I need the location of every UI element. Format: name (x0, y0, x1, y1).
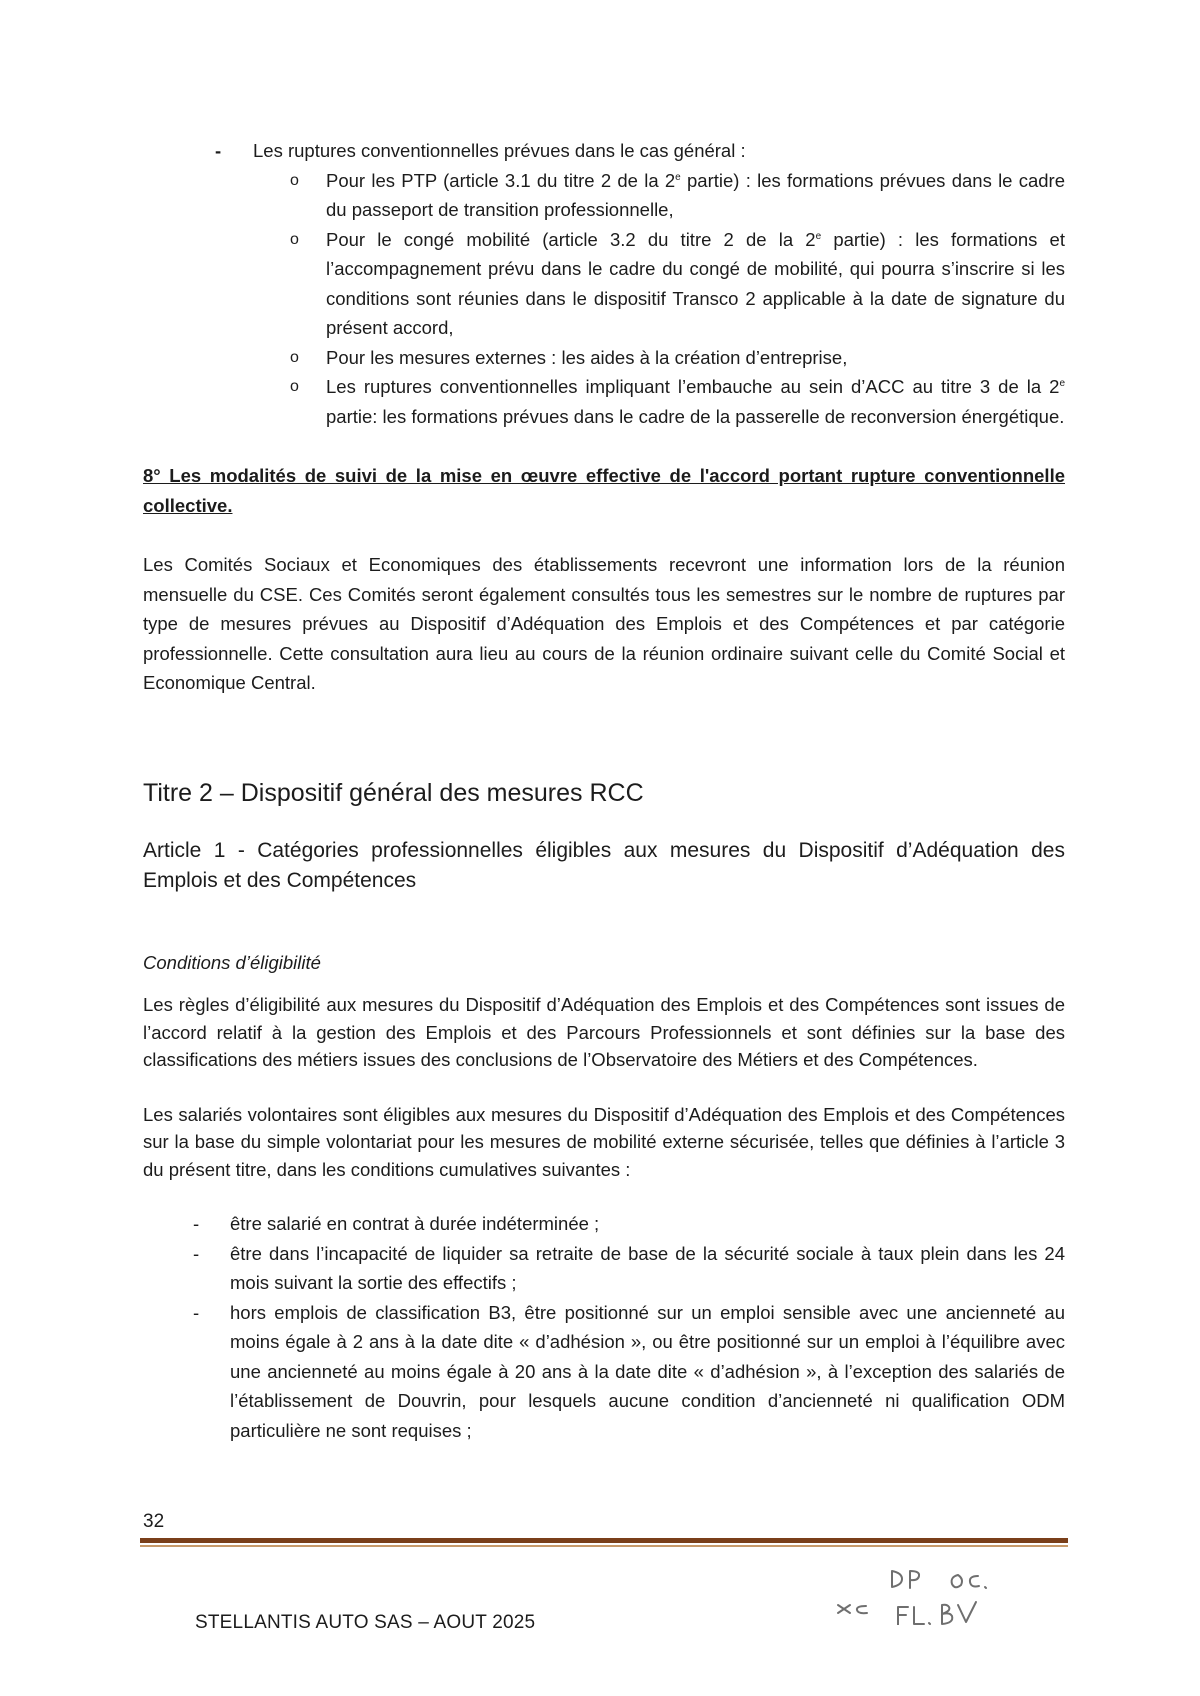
list-item-text: hors emplois de classification B3, être positionné sur un emploi sensible avec une ancienneté au moins égale à 2 ans à la date dite « d’adhésion », ou être positionné sur un emploi à l’équilibre avec une ancienneté au moins égale à 20 ans à la date dite « d’adhésion », à l’exception des salariés de l’établissement de Douvrin, pour lesquels aucune condition d’ancienneté ni qualification ODM particulière ne sont requises ; (230, 1301, 1065, 1441)
page-number: 32 (143, 1511, 165, 1532)
list-item (143, 1298, 1065, 1446)
list-item (143, 1239, 1065, 1298)
conditions-paragraph-1: Les règles d’éligibilité aux mesures du Dispositif d’Adéquation des Emplois et des Compétences sont issues de l’accord relatif à la gestion des Emplois et des Parcours Professionnels et sont définies sur la base des classifications des métiers issues des conclusions de l’Observatoire des Métiers et des Compétences. (143, 994, 1065, 1070)
superscript: e (675, 171, 681, 183)
footer-company-date: STELLANTIS AUTO SAS – AOUT 2025 (195, 1612, 536, 1633)
circle-bullet: o (290, 348, 299, 366)
conditions-heading: Conditions d’éligibilité (143, 951, 321, 973)
footer-rule-accent (140, 1545, 1068, 1547)
sub-item-text: Les ruptures conventionnelles impliquant l’embauche au sein d’ACC au titre 3 de la 2 (326, 376, 1060, 397)
circle-bullet: o (290, 378, 299, 395)
sub-item-mesures-externes (143, 343, 1065, 373)
handwritten-initials (830, 1555, 1020, 1625)
circle-bullet: o (290, 230, 299, 248)
sub-item-conge-mobilite (143, 225, 1065, 343)
conditions-list (143, 1209, 1065, 1445)
sub-item-text-rest: partie) : les formations et l’accompagnement prévu dans le cadre du congé de mobilité, qui pourra s’inscrire si les conditions sont réunies dans le dispositif Transco 2 applicable à la date de signature du présent accord, (326, 228, 1065, 338)
dash-bullet: - (193, 1213, 200, 1234)
footer-rule (140, 1538, 1068, 1543)
sub-item-ptp (143, 166, 1065, 225)
sub-item-text: Pour les PTP (article 3.1 du titre 2 de la 2 (326, 169, 676, 191)
superscript: e (1059, 377, 1065, 389)
page-body (143, 136, 1065, 1445)
section8-paragraph: Les Comités Sociaux et Economiques des établissements recevront une information lors de la réunion mensuelle du CSE. Ces Comités seront également consultés tous les semestres sur le nombre de ruptures par type de mesures prévues au Dispositif d’Adéquation des Emplois et des Compétences et par catégorie professionnelle. Cette consultation aura lieu au cours de la réunion ordinaire suivant celle du Comité Social et Economique Central. (143, 554, 1065, 693)
sub-item-text: Pour les mesures externes : les aides à la création d’entreprise, (326, 346, 848, 368)
list-item-text: être salarié en contrat à durée indéterminée ; (230, 1213, 600, 1234)
conditions-paragraph-2: Les salariés volontaires sont éligibles aux mesures du Dispositif d’Adéquation des Emplois et des Compétences sur la base du simple volontariat pour les mesures de mobilité externe sécurisée, telles que définies à l’article 3 du présent titre, dans les conditions cumulatives suivantes : (143, 1103, 1065, 1180)
article1-heading: Article 1 - Catégories professionnelles éligibles aux mesures du Dispositif d’Adéquation des Emplois et des Compétences (143, 838, 1065, 892)
sub-item-text-rest: partie) : les formations prévues dans le cadre du passeport de transition professionnelle, (326, 169, 1066, 220)
sub-item-text-rest: partie: les formations prévues dans le cadre de la passerelle de reconversion énergétique. (326, 405, 1065, 427)
dash-bullet: - (193, 1242, 200, 1264)
superscript: e (815, 230, 822, 242)
circle-bullet: o (290, 171, 299, 189)
list-intro-text: Les ruptures conventionnelles prévues dans le cas général : (253, 140, 746, 161)
sub-item-acc (143, 372, 1065, 431)
sub-item-text: Pour le congé mobilité (article 3.2 du titre 2 de la 2 (326, 228, 816, 250)
dash-bullet: - (193, 1301, 200, 1323)
section8-heading: 8° Les modalités de suivi de la mise en œuvre effective de l'accord portant rupture conventionnelle collective. (143, 465, 1065, 516)
list-item-general-case (143, 136, 1065, 166)
list-item (143, 1209, 1065, 1239)
dash-bullet: - (215, 140, 222, 161)
title2-heading: Titre 2 – Dispositif général des mesures RCC (143, 778, 644, 807)
list-item-text: être dans l’incapacité de liquider sa retraite de base de la sécurité sociale à taux plein dans les 24 mois suivant la sortie des effectifs ; (230, 1242, 1065, 1293)
